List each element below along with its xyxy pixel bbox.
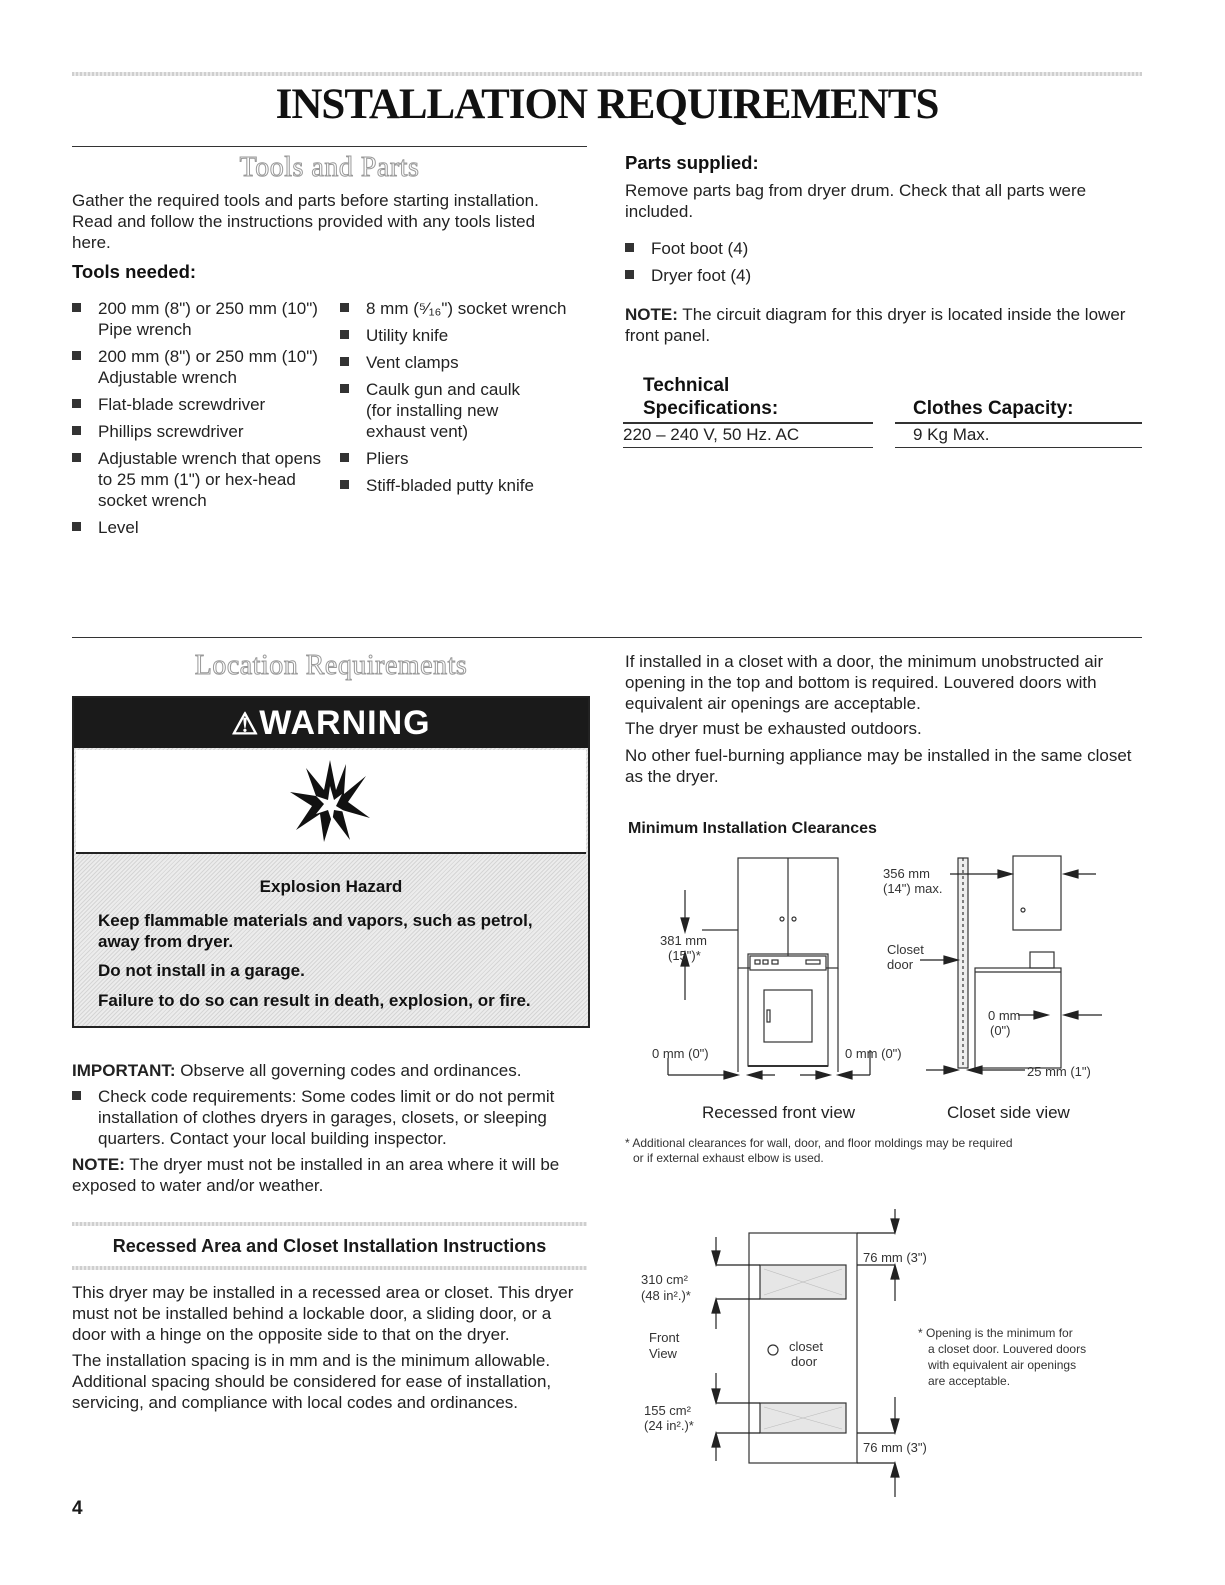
tech-spec-value: 220 – 240 V, 50 Hz. AC	[623, 425, 800, 444]
caption-recessed-front: Recessed front view	[702, 1103, 856, 1122]
label-14in-max: (14") max.	[883, 881, 943, 896]
opening-note-2: a closet door. Louvered doors	[928, 1342, 1087, 1356]
capacity-value: 9 Kg Max.	[913, 425, 990, 444]
clearance-diagram	[630, 850, 1130, 1100]
label-76mm-top: 76 mm (3")	[863, 1250, 927, 1265]
opening-note-3: with equivalent air openings	[928, 1358, 1077, 1372]
tools-list-1	[72, 298, 322, 544]
location-rule	[72, 637, 1142, 638]
label-15in: (15")*	[668, 948, 701, 963]
label-48in2: (48 in².)*	[641, 1288, 691, 1303]
warning-line-3: Failure to do so can result in death, explosion, or fire.	[98, 991, 531, 1010]
note-text: The circuit diagram for this dryer is located inside the lower front panel.	[625, 305, 1126, 345]
list-item: Utility knife	[340, 325, 590, 346]
list-item: Level	[72, 517, 322, 538]
label-25mm: 25 mm (1")	[1027, 1064, 1091, 1079]
note-text: The dryer must not be installed in an area where it will be exposed to water and/or weather.	[72, 1155, 560, 1195]
page-title: INSTALLATION REQUIREMENTS	[275, 81, 939, 128]
note-label: NOTE:	[72, 1155, 125, 1174]
warning-triangle-icon: ⚠	[231, 708, 260, 741]
tools-list-2	[340, 298, 590, 502]
weather-note	[72, 1154, 587, 1196]
label-356mm: 356 mm	[883, 866, 930, 881]
label-0mm-left: 0 mm (0")	[652, 1046, 709, 1061]
tech-spec-underline	[623, 447, 873, 448]
label-view: View	[649, 1346, 677, 1361]
closet-paragraph-2: The dryer must be exhausted outdoors.	[625, 719, 922, 738]
tech-spec-heading-1: Technical	[643, 375, 730, 396]
tools-intro: Gather the required tools and parts before starting installation. Read and follow the instructions provided with any tools listed here.	[72, 191, 539, 252]
warning-icon-area	[76, 750, 586, 854]
list-item: Phillips screwdriver	[72, 421, 322, 442]
list-item: 8 mm (⁵⁄₁₆") socket wrench	[340, 298, 590, 319]
capacity-heading: Clothes Capacity:	[913, 398, 1074, 419]
important-label: IMPORTANT:	[72, 1061, 176, 1080]
explosion-icon	[286, 756, 376, 846]
list-item: Vent clamps	[340, 352, 590, 373]
tech-spec-rule	[623, 422, 873, 424]
label-24in2: (24 in².)*	[644, 1418, 694, 1433]
tools-needed-heading: Tools needed:	[72, 261, 197, 282]
clearance-footnote-2: or if external exhaust elbow is used.	[633, 1151, 824, 1165]
opening-note-4: are acceptable.	[928, 1374, 1011, 1388]
label-76mm-bottom: 76 mm (3")	[863, 1440, 927, 1455]
warning-banner-text: WARNING	[259, 704, 431, 742]
note-label: NOTE:	[625, 305, 678, 324]
recessed-front-view	[702, 858, 838, 1072]
recessed-paragraph-1: This dryer may be installed in a recessed area or closet. This dryer must not be installed behind a lockable door, a sliding door, or a door with a hinge on the opposite side to that on the dryer.	[72, 1283, 574, 1344]
label-door: door	[887, 957, 914, 972]
label-closet-door-1: closet	[789, 1339, 823, 1354]
warning-box	[72, 696, 590, 1028]
label-0mm-side: 0 mm	[988, 1008, 1021, 1023]
capacity-underline	[895, 447, 1142, 448]
clearance-footnote-1: * Additional clearances for wall, door, and floor moldings may be required	[625, 1136, 1013, 1150]
label-front: Front	[649, 1330, 680, 1345]
list-item: 200 mm (8") or 250 mm (10") Adjustable wrench	[72, 346, 322, 388]
parts-supplied-heading: Parts supplied:	[625, 152, 759, 173]
list-item: Dryer foot (4)	[625, 265, 925, 286]
label-closet-door-2: door	[791, 1354, 818, 1369]
clearances-heading: Minimum Installation Clearances	[628, 820, 877, 837]
code-list	[72, 1086, 587, 1155]
parts-intro: Remove parts bag from dryer drum. Check that all parts were included.	[625, 181, 1087, 221]
closet-paragraph-3: No other fuel-burning appliance may be installed in the same closet as the dryer.	[625, 746, 1132, 786]
label-0mm-right: 0 mm (0")	[845, 1046, 902, 1061]
label-310cm2: 310 cm²	[641, 1272, 688, 1287]
list-item: Caulk gun and caulk (for installing new exhaust vent)	[340, 379, 530, 442]
caption-closet-side: Closet side view	[947, 1103, 1070, 1122]
tech-spec-heading-2: Specifications:	[643, 398, 779, 419]
warning-banner	[74, 698, 588, 748]
label-0in-side: (0")	[990, 1023, 1011, 1038]
label-closet: Closet	[887, 942, 924, 957]
opening-note-1: * Opening is the minimum for	[918, 1326, 1073, 1340]
recessed-top-rule	[72, 1222, 587, 1226]
list-item: Stiff-bladed putty knife	[340, 475, 590, 496]
circuit-note	[625, 304, 1130, 346]
recessed-bottom-rule	[72, 1266, 587, 1270]
label-381mm: 381 mm	[660, 933, 707, 948]
list-item: 200 mm (8") or 250 mm (10") Pipe wrench	[72, 298, 322, 340]
parts-list	[625, 238, 925, 292]
recessed-heading: Recessed Area and Closet Installation Instructions	[112, 1236, 547, 1256]
warning-title: Explosion Hazard	[259, 877, 403, 896]
closet-paragraph-1: If installed in a closet with a door, the minimum unobstructed air opening in the top and bottom is required. Louvered doors with equivalent air openings are acceptable.	[625, 652, 1104, 713]
important-text: Observe all governing codes and ordinances.	[175, 1061, 522, 1080]
list-item: Adjustable wrench that opens to 25 mm (1") or hex-head socket wrench	[72, 448, 322, 511]
list-item: Flat-blade screwdriver	[72, 394, 322, 415]
warning-line-1: Keep flammable materials and vapors, such as petrol, away from dryer.	[98, 911, 533, 951]
tools-parts-heading: Tools and Parts	[239, 152, 420, 183]
warning-line-2: Do not install in a garage.	[98, 961, 305, 980]
list-item: Pliers	[340, 448, 590, 469]
label-155cm2: 155 cm²	[644, 1403, 691, 1418]
list-item: Check code requirements: Some codes limit or do not permit installation of clothes dryers in garages, closets, or sleeping quarters. Contact your local building inspector.	[72, 1086, 587, 1149]
list-item: Foot boot (4)	[625, 238, 925, 259]
capacity-rule	[895, 422, 1142, 424]
location-heading: Location Requirements	[194, 650, 468, 681]
important-note	[72, 1060, 587, 1081]
tools-rule	[72, 146, 587, 147]
recessed-paragraph-2: The installation spacing is in mm and is the minimum allowable. Additional spacing should be considered for ease of installation, servicing, and compliance with local codes and ordinances.	[72, 1351, 552, 1412]
top-rule	[72, 72, 1142, 76]
page-number: 4	[72, 1498, 83, 1519]
